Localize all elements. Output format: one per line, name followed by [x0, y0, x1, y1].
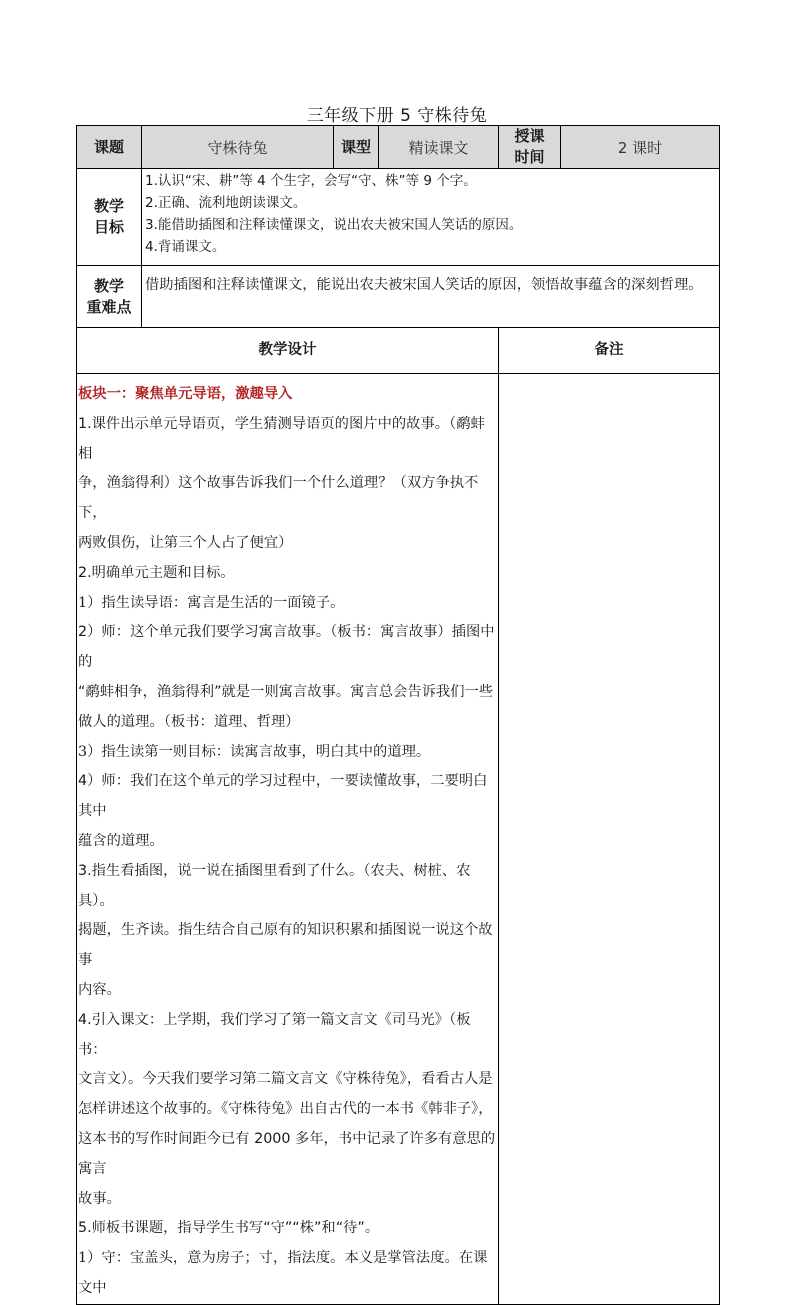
design-line: 2）师：这个单元我们要学习寓言故事。（板书：寓言故事）插图中的	[78, 624, 495, 671]
design-line: 做人的道理。（板书：道理、哲理）	[78, 713, 300, 730]
design-line: 内容。	[78, 981, 121, 998]
key-points-text: 借助插图和注释读懂课文，能说出农夫被宋国人笑话的原因，领悟故事蕴含的深刻哲理。	[142, 266, 720, 328]
notes-header: 备注	[499, 328, 720, 374]
design-line: 1）守：宝盖头，意为房子；寸，指法度。本义是掌管法度。在课文中	[78, 1250, 488, 1296]
type-label: 课型	[334, 126, 379, 169]
goal-item: 3.能借助插图和注释读懂课文，说出农夫被宋国人笑话的原因。	[145, 217, 523, 233]
lesson-plan-table	[76, 125, 720, 1305]
design-line: 怎样讲述这个故事的。《守株待兔》出自古代的一本书《韩非子》，	[78, 1101, 493, 1118]
goals-row	[77, 169, 720, 266]
design-line: 这本书的写作时间距今已有 2000 多年，书中记录了许多有意思的寓言	[78, 1130, 496, 1177]
topic-value: 守株待兔	[142, 126, 334, 169]
design-line: 揭题，生齐读。指生结合自己原有的知识积累和插图说一说这个故事	[78, 922, 493, 969]
design-line: 1.课件出示单元导语页，学生猜测导语页的图片中的故事。（鹬蚌相	[78, 415, 485, 462]
key-points-row	[77, 266, 720, 328]
design-line: 1）指生读导语：寓言是生活的一面镜子。	[78, 594, 345, 611]
goal-item: 4.背诵课文。	[145, 239, 226, 255]
design-line: 两败俱伤，让第三个人占了便宜）	[78, 534, 293, 551]
design-line: 5.师板书课题，指导学生书写“守”“株”和“待”。	[78, 1220, 380, 1237]
design-line: 3）指生读第一则目标：读寓言故事，明白其中的道理。	[78, 743, 431, 760]
type-value: 精读课文	[379, 126, 499, 169]
notes-content	[499, 374, 720, 1305]
design-line: 文言文）。今天我们要学习第二篇文言文《守株待兔》，看看古人是	[78, 1071, 493, 1088]
topic-label: 课题	[77, 126, 142, 169]
design-line: 3.指生看插图，说一说在插图里看到了什么。（农夫、树桩、农具）。	[78, 862, 471, 909]
goal-item: 2.正确、流利地朗读课文。	[145, 195, 307, 211]
design-line: “鹬蚌相争，渔翁得利”就是一则寓言故事。寓言总会告诉我们一些	[78, 683, 494, 700]
hours-value: 2 课时	[561, 126, 720, 169]
design-line: 争，渔翁得利）这个故事告诉我们一个什么道理？（双方争执不下，	[78, 475, 479, 522]
design-header-row	[77, 328, 720, 374]
design-content	[77, 374, 499, 1305]
goals-list	[142, 169, 720, 266]
page-title: 三年级下册 5 守株待兔	[306, 106, 488, 126]
design-body-row	[77, 374, 720, 1305]
design-line: 2.明确单元主题和目标。	[78, 564, 235, 581]
hours-label: 授课 时间	[499, 126, 561, 169]
design-header: 教学设计	[77, 328, 499, 374]
section-title: 板块一：聚焦单元导语，激趣导入	[78, 386, 293, 402]
design-line: 4）师：我们在这个单元的学习过程中，一要读懂故事，二要明白其中	[78, 773, 488, 820]
design-line: 4.引入课文：上学期，我们学习了第一篇文言文《司马光》（板书：	[78, 1011, 471, 1058]
design-line: 蕴含的道理。	[78, 832, 164, 849]
key-points-label: 教学 重难点	[77, 266, 142, 328]
design-line: 故事。	[78, 1190, 121, 1207]
goal-item: 1.认识“宋、耕”等 4 个生字，会写“守、株”等 9 个字。	[145, 173, 477, 189]
header-row	[77, 126, 720, 169]
goals-label: 教学 目标	[77, 169, 142, 266]
